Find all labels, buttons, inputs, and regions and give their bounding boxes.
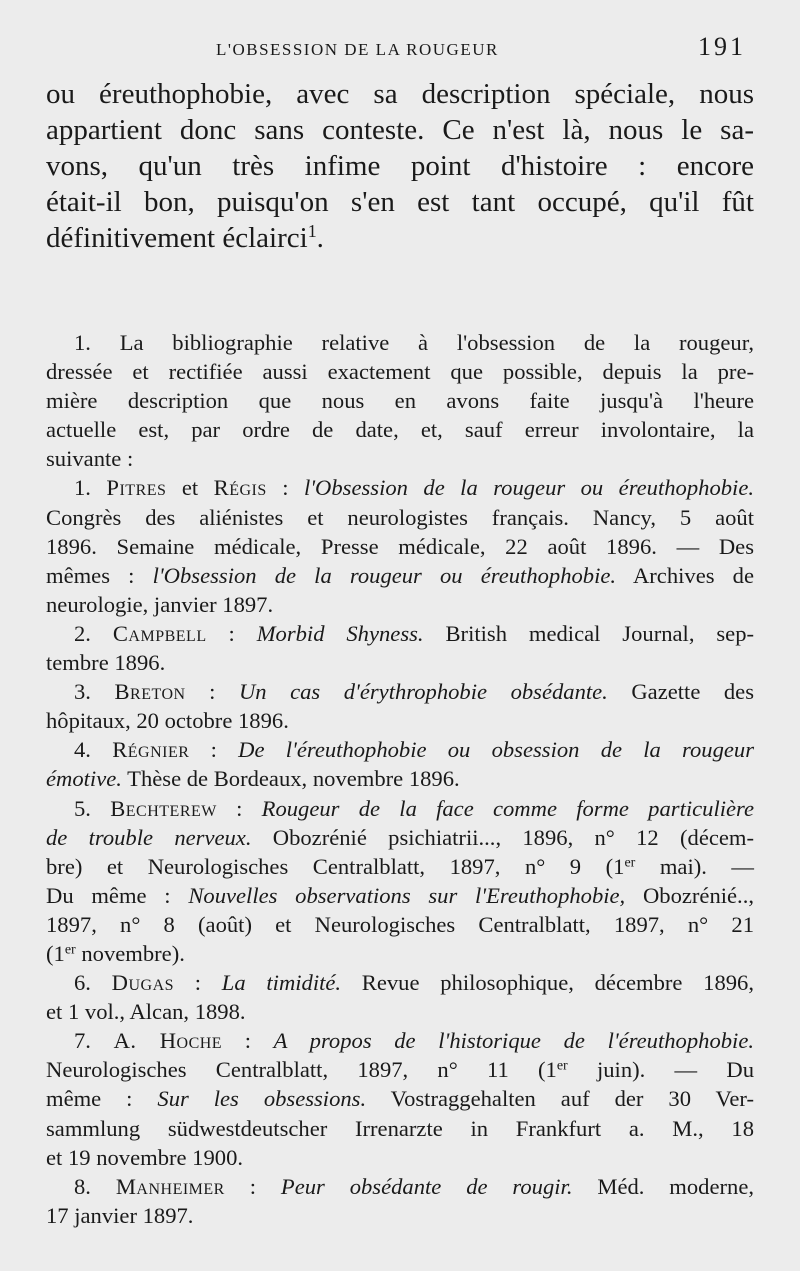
entry-line: sammlung südwestdeutscher Irrenarzte in Frankfurt a. M., 18 (46, 1115, 754, 1141)
entry-title: l'Obsession de la rougeur ou éreuthophobie. (303, 475, 754, 501)
entry-title: La timidité. (221, 970, 342, 996)
entry-text: : (266, 475, 304, 501)
running-title: L'OBSESSION DE LA ROUGEUR (216, 40, 499, 59)
entry-title: Un cas d'érythrophobie obsédante. (238, 679, 608, 705)
entry-number: 1. (74, 475, 107, 501)
entry-line (46, 852, 754, 881)
entry-title: de trouble nerveux. (46, 824, 252, 850)
body-line-last (46, 220, 754, 256)
entry-line: et 19 novembre 1900. (46, 1144, 244, 1170)
entry-text: Obozrénié.., (625, 882, 754, 908)
footnote (46, 328, 754, 1230)
entry-text: mai). — (635, 853, 755, 879)
entry-text: : (206, 620, 257, 646)
entry-line: 1897, n° 8 (août) et Neurologisches Centralblatt, 1897, n° 21 (46, 911, 754, 937)
entry-line (46, 823, 754, 852)
entry-line (46, 1055, 754, 1084)
ordinal-suffix: er (624, 854, 636, 870)
bibliography-entry (46, 968, 754, 997)
entry-author: Régnier (112, 737, 190, 763)
body-line: ou éreuthophobie, avec sa description spéciale, nous (46, 78, 754, 110)
page-number: 191 (698, 32, 746, 61)
entry-text: mêmes : (46, 562, 153, 588)
body-text: définitivement éclairci (46, 222, 308, 254)
entry-line (46, 881, 754, 910)
entry-title: A propos de l'historique de l'éreuthophobie. (273, 1028, 754, 1054)
entry-text: Gazette des (607, 679, 754, 705)
entry-number: 8. (74, 1173, 116, 1199)
entry-title: Rougeur de la face comme forme particulière (261, 795, 755, 821)
entry-title: Morbid Shyness. (256, 620, 424, 646)
bibliography-entry (46, 735, 754, 764)
entry-line: hôpitaux, 20 octobre 1896. (46, 708, 289, 734)
entry-line (46, 561, 754, 590)
entry-text: : (189, 737, 239, 763)
entry-line: neurologie, janvier 1897. (46, 591, 274, 617)
entry-author: Manheimer (115, 1173, 225, 1199)
entry-text: Vostraggehalten auf der 30 Ver- (366, 1086, 754, 1112)
entry-author: A. Hoche (113, 1028, 223, 1054)
entry-line (46, 939, 754, 968)
entry-author: Campbell (112, 620, 207, 646)
entry-title: Peur obsédante de rougir. (280, 1173, 573, 1199)
ordinal-suffix: er (556, 1058, 568, 1074)
footnote-marker: 1 (307, 221, 317, 242)
entry-number: 6. (74, 970, 112, 996)
entry-line (46, 1084, 754, 1113)
entry-line: 17 janvier 1897. (46, 1202, 194, 1228)
body-line: vons, qu'un très infime point d'histoire : encore (46, 150, 754, 182)
entry-line: Congrès des aliénistes et neurologistes français. Nancy, 5 août (46, 504, 754, 530)
footnote-intro-line: actuelle est, par ordre de date, et, sauf erreur involontaire, la (46, 417, 754, 443)
entry-number: 5. (74, 795, 111, 821)
entry-author: Régis (213, 475, 267, 501)
entry-line: tembre 1896. (46, 650, 166, 676)
bibliography-entry (46, 677, 754, 706)
footnote-intro-line: suivante : (46, 446, 134, 472)
footnote-intro-line: mière description que nous en avons faite jusqu'à l'heure (46, 388, 754, 414)
entry-text: Obozrénié psichiatrii..., 1896, n° 12 (décem- (251, 824, 755, 850)
entry-text: : (222, 1028, 274, 1054)
entry-text: Revue philosophique, décembre 1896, (341, 970, 754, 996)
entry-title: l'Obsession de la rougeur ou éreuthophobie. (152, 562, 617, 588)
entry-author: Pitres (106, 475, 167, 501)
entry-line (46, 764, 754, 793)
entry-text: Thèse de Bordeaux, novembre 1896. (121, 766, 460, 792)
entry-line: et 1 vol., Alcan, 1898. (46, 999, 246, 1025)
entry-text: même : (46, 1086, 158, 1112)
entry-number: 2. (74, 620, 113, 646)
entry-text: : (224, 1173, 281, 1199)
footnote-intro-line: 1. La bibliographie relative à l'obsession de la rougeur, (74, 330, 754, 355)
entry-text: : (174, 970, 222, 996)
entry-text: et (166, 475, 214, 501)
entry-text: Archives de (616, 562, 754, 588)
entry-text: Neurologisches Centralblatt, 1897, n° 11 (1 (46, 1057, 557, 1083)
entry-text: Méd. moderne, (572, 1173, 754, 1199)
entry-author: Breton (114, 679, 186, 705)
bibliography-entry (46, 473, 754, 502)
bibliography-entry (46, 1172, 754, 1201)
entry-author: Dugas (111, 970, 175, 996)
entry-title: Nouvelles observations sur l'Ereuthophobie, (188, 882, 626, 908)
body-line: était-il bon, puisqu'on s'en est tant occupé, qu'il fût (46, 186, 754, 218)
main-paragraph (46, 76, 754, 256)
entry-text: (1 (46, 940, 65, 966)
entry-title: Sur les obsessions. (157, 1086, 367, 1112)
entry-text: novembre). (75, 940, 185, 966)
bibliography-entry (46, 1026, 754, 1055)
body-line: appartient donc sans conteste. Ce n'est là, nous le sa- (46, 114, 754, 146)
entry-number: 7. (74, 1028, 114, 1054)
footnote-intro-line: dressée et rectifiée aussi exactement que possible, depuis la pre- (46, 359, 754, 385)
entry-title: De l'éreuthophobie ou obsession de la rougeur (238, 737, 755, 763)
bibliography-entry (46, 619, 754, 648)
ordinal-suffix: er (64, 942, 76, 958)
entry-text: : (185, 679, 239, 705)
entry-text: juin). — Du (567, 1057, 755, 1083)
entry-text: British medical Journal, sep- (423, 620, 755, 646)
body-text: . (316, 222, 324, 254)
entry-text: bre) et Neurologisches Centralblatt, 1897, n° 9 (1 (46, 853, 625, 879)
entry-number: 4. (74, 737, 113, 763)
entry-title: émotive. (46, 766, 122, 792)
bibliography-entry (46, 794, 754, 823)
entry-author: Bechterew (110, 795, 217, 821)
entry-number: 3. (74, 679, 115, 705)
entry-text: Du même : (46, 882, 189, 908)
entry-text: : (216, 795, 262, 821)
entry-line: 1896. Semaine médicale, Presse médicale, 22 août 1896. — Des (46, 533, 754, 559)
running-header (46, 34, 754, 74)
